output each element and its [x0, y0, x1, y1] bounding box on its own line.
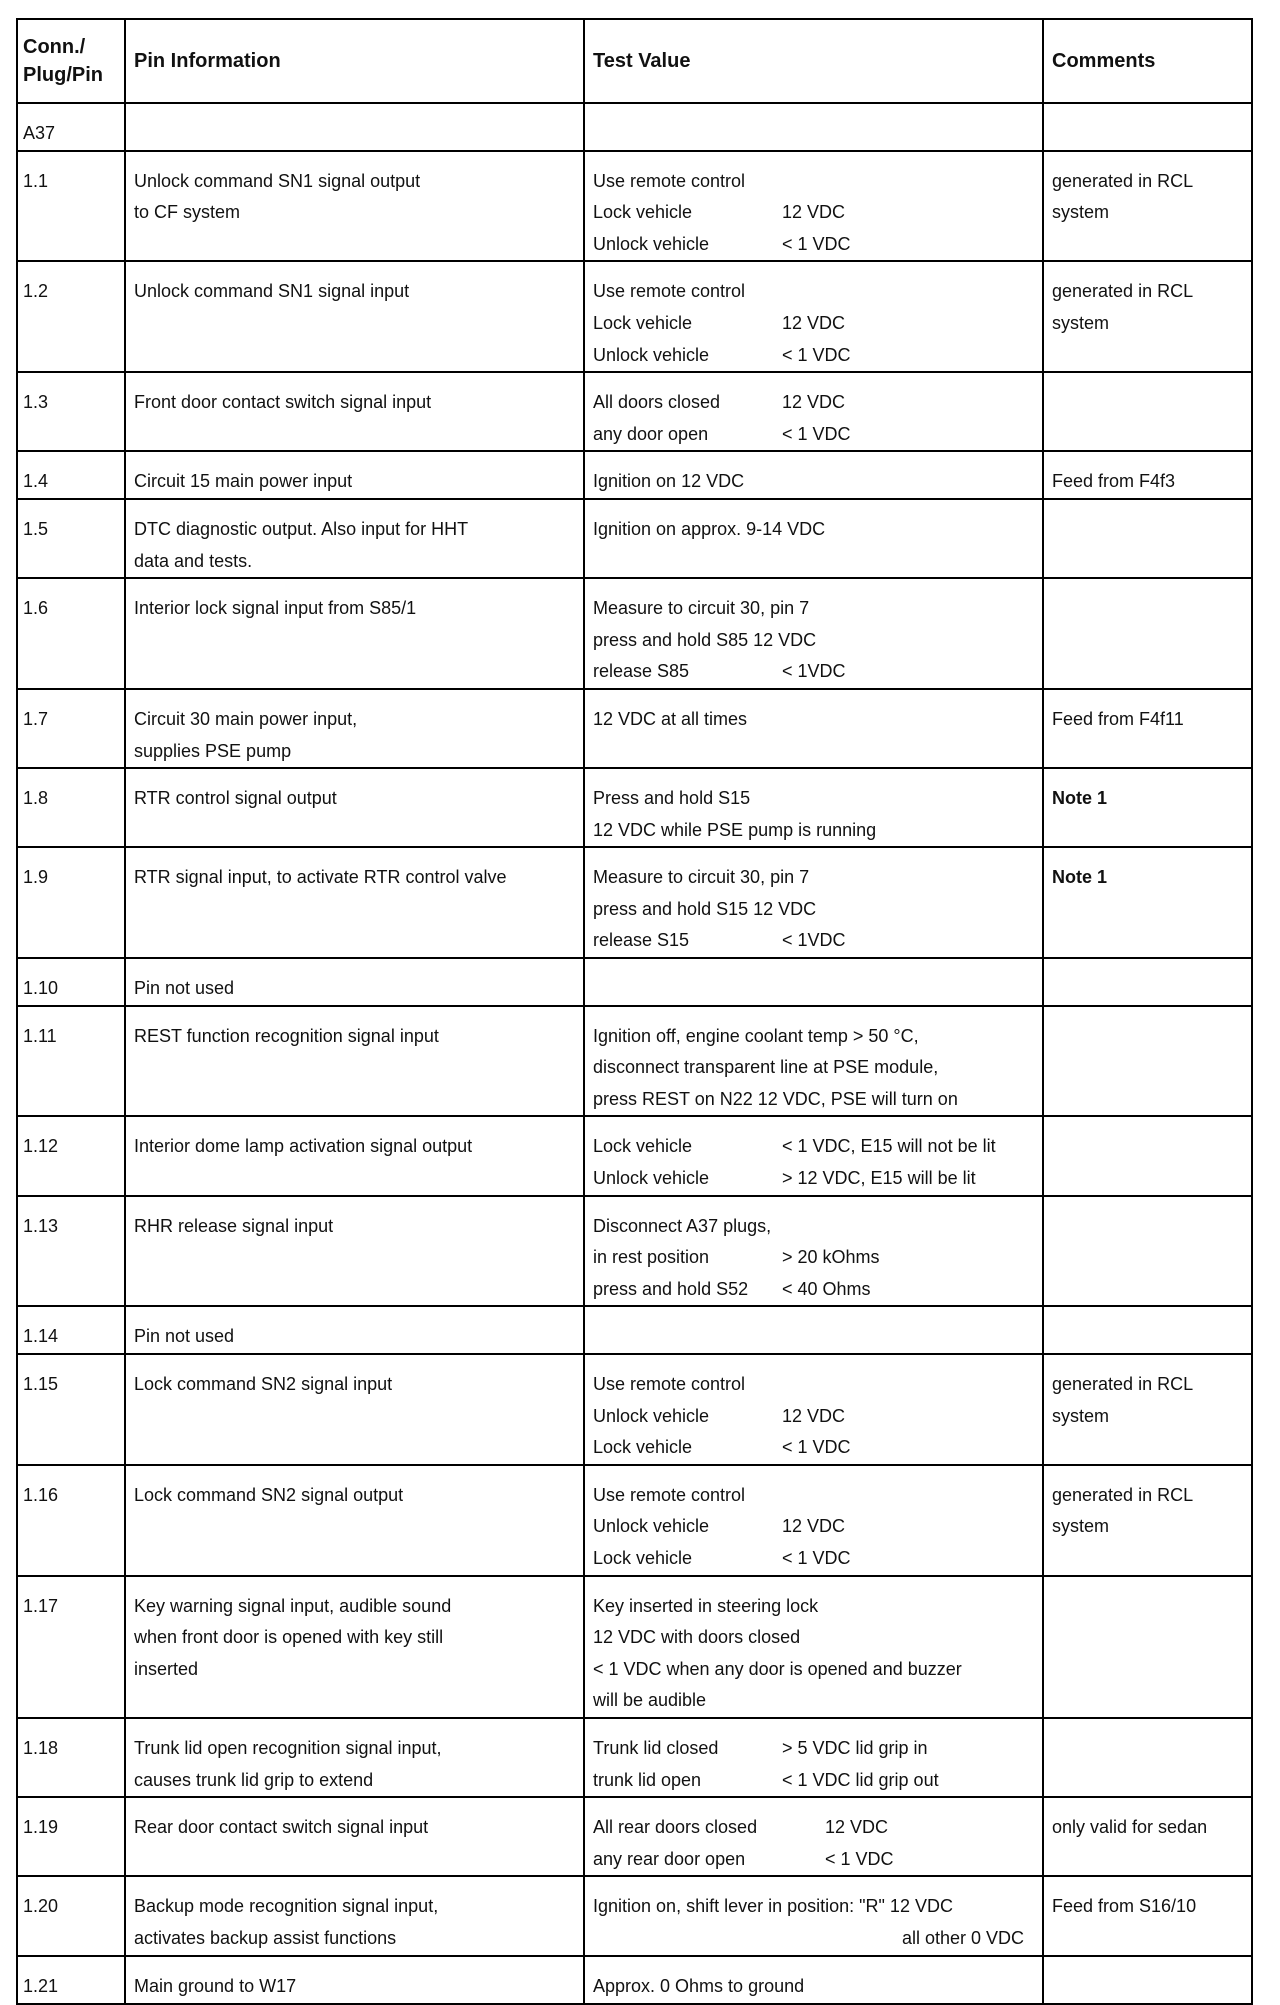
pin-cell: 1.17	[17, 1576, 125, 1718]
pin-information-cell	[125, 372, 584, 451]
test-value-line	[593, 625, 1034, 657]
pin-cell: 1.6	[17, 578, 125, 689]
pin-cell: 1.10	[17, 958, 125, 1006]
test-value-cell	[584, 578, 1043, 689]
pin-information-cell	[125, 1956, 584, 2004]
pin-info-line: Interior dome lamp activation signal output	[134, 1136, 473, 1157]
pin-info-line: data and tests.	[134, 550, 253, 571]
test-value-line	[593, 1844, 1034, 1876]
test-value-cell	[584, 1116, 1043, 1195]
test-condition: 12 VDC while PSE pump is running	[593, 819, 877, 840]
test-condition: release S15	[593, 930, 690, 951]
pin-cell: 1.21	[17, 1956, 125, 2004]
pin-info-line: REST function recognition signal input	[134, 1025, 439, 1046]
table-row	[17, 1956, 1252, 2004]
test-expected-value: 12 VDC	[782, 1516, 846, 1537]
pin-information-cell	[125, 1797, 584, 1876]
pin-information-cell	[125, 1718, 584, 1797]
test-condition: disconnect transparent line at PSE module,	[593, 1057, 939, 1078]
test-expected-value: < 1 VDC	[782, 1437, 851, 1458]
comments-cell	[1043, 499, 1252, 578]
table-row	[17, 958, 1252, 1006]
comment-line: Note 1	[1052, 867, 1108, 888]
table-row	[17, 372, 1252, 451]
test-value-line	[593, 1131, 1034, 1163]
pin-information-cell	[125, 1196, 584, 1307]
test-condition: < 1 VDC when any door is opened and buzzer	[593, 1658, 962, 1679]
test-value-line	[593, 308, 1034, 340]
pin-information-cell	[125, 103, 584, 151]
pin-cell: 1.1	[17, 151, 125, 262]
test-value-line	[593, 340, 1034, 372]
test-value-cell	[584, 1718, 1043, 1797]
test-condition: Approx. 0 Ohms to ground	[593, 1975, 805, 1996]
pin-cell: 1.19	[17, 1797, 125, 1876]
pin-information-cell	[125, 689, 584, 768]
comments-cell	[1043, 151, 1252, 262]
pin-info-line: Main ground to W17	[134, 1975, 297, 1996]
pin-information-cell	[125, 958, 584, 1006]
test-condition: Unlock vehicle	[593, 1405, 710, 1426]
test-condition: any door open	[593, 423, 709, 444]
pin-info-line: Unlock command SN1 signal input	[134, 281, 410, 302]
test-condition: Measure to circuit 30, pin 7	[593, 867, 810, 888]
test-value-line	[593, 704, 1034, 736]
test-value-line	[593, 1511, 1034, 1543]
comments-cell	[1043, 1006, 1252, 1117]
test-expected-value: 12 VDC	[782, 312, 846, 333]
test-expected-value: 12 VDC	[782, 202, 846, 223]
pin-info-line: Lock command SN2 signal output	[134, 1484, 404, 1505]
pin-info-line: Circuit 15 main power input	[134, 471, 353, 492]
test-condition: release S85	[593, 661, 690, 682]
test-condition: will be audible	[593, 1690, 707, 1711]
test-value-cell	[584, 1196, 1043, 1307]
test-condition: Ignition on, shift lever in position: "R" 12 VDC	[593, 1896, 953, 1917]
header-comments: Comments	[1043, 19, 1252, 103]
test-condition: Ignition on approx. 9-14 VDC	[593, 518, 826, 539]
test-value-line	[593, 1163, 1034, 1195]
comments-cell	[1043, 1797, 1252, 1876]
comments-cell	[1043, 1465, 1252, 1576]
test-condition: Use remote control	[593, 1484, 746, 1505]
pin-information-cell	[125, 1006, 584, 1117]
comment-line: Feed from S16/10	[1052, 1896, 1197, 1917]
pin-cell: 1.5	[17, 499, 125, 578]
test-expected-value: > 5 VDC lid grip in	[782, 1737, 928, 1758]
comments-cell	[1043, 261, 1252, 372]
test-value-line	[593, 1369, 1034, 1401]
test-value-line	[593, 1480, 1034, 1512]
comments-cell	[1043, 578, 1252, 689]
test-condition: 12 VDC at all times	[593, 708, 748, 729]
test-value-line	[593, 1812, 1034, 1844]
test-value-cell	[584, 103, 1043, 151]
test-expected-value: < 1 VDC	[782, 423, 851, 444]
pin-cell: 1.11	[17, 1006, 125, 1117]
pin-cell: 1.20	[17, 1876, 125, 1955]
pin-info-line: Rear door contact switch signal input	[134, 1817, 429, 1838]
table-row	[17, 689, 1252, 768]
pin-info-line: RHR release signal input	[134, 1215, 334, 1236]
pin-cell: 1.2	[17, 261, 125, 372]
test-condition: press and hold S15 12 VDC	[593, 898, 817, 919]
test-value-cell	[584, 1956, 1043, 2004]
pin-information-cell	[125, 1876, 584, 1955]
pin-cell: 1.16	[17, 1465, 125, 1576]
pin-information-cell	[125, 151, 584, 262]
test-value-cell	[584, 1006, 1043, 1117]
pin-cell: 1.9	[17, 847, 125, 958]
test-condition: 12 VDC with doors closed	[593, 1627, 801, 1648]
table-row	[17, 1876, 1252, 1955]
test-value-cell	[584, 1354, 1043, 1465]
comments-cell	[1043, 1354, 1252, 1465]
test-expected-value: < 40 Ohms	[782, 1278, 871, 1299]
test-value-line	[593, 1971, 1034, 2003]
header-conn-plug-pin: Conn./ Plug/Pin	[17, 19, 125, 103]
test-value-line	[593, 1211, 1034, 1243]
header-row	[17, 19, 1252, 103]
test-condition: Use remote control	[593, 281, 746, 302]
pin-information-cell	[125, 261, 584, 372]
comments-cell	[1043, 451, 1252, 499]
test-condition: press and hold S52	[593, 1278, 749, 1299]
test-value-cell	[584, 372, 1043, 451]
pin-cell: A37	[17, 103, 125, 151]
comments-cell	[1043, 1718, 1252, 1797]
test-condition: All doors closed	[593, 392, 721, 413]
test-expected-value: > 20 kOhms	[782, 1247, 880, 1268]
table-row	[17, 847, 1252, 958]
pin-table	[16, 18, 1253, 2005]
test-value-line	[593, 1733, 1034, 1765]
test-value-line	[593, 656, 1034, 688]
comment-line: only valid for sedan	[1052, 1817, 1208, 1838]
pin-information-cell	[125, 1465, 584, 1576]
test-value-line	[593, 1622, 1034, 1654]
comment-line: system	[1052, 1516, 1110, 1537]
comments-cell	[1043, 1196, 1252, 1307]
test-expected-value: > 12 VDC, E15 will be lit	[782, 1168, 976, 1189]
comments-cell	[1043, 372, 1252, 451]
test-value-line	[593, 387, 1034, 419]
table-row	[17, 1196, 1252, 1307]
test-condition: Unlock vehicle	[593, 1168, 710, 1189]
table-row	[17, 1006, 1252, 1117]
header-pin-information: Pin Information	[125, 19, 584, 103]
test-condition: All rear doors closed	[593, 1817, 758, 1838]
test-value-line	[593, 1591, 1034, 1623]
pin-cell: 1.3	[17, 372, 125, 451]
pin-info-line: Pin not used	[134, 1326, 235, 1347]
table-row	[17, 451, 1252, 499]
pin-info-line: Circuit 30 main power input,	[134, 708, 358, 729]
test-value-cell	[584, 958, 1043, 1006]
pin-info-line: Pin not used	[134, 978, 235, 999]
pin-information-cell	[125, 578, 584, 689]
comments-cell	[1043, 1306, 1252, 1354]
comments-cell	[1043, 1576, 1252, 1718]
pin-information-cell	[125, 847, 584, 958]
test-expected-value: < 1 VDC, E15 will not be lit	[782, 1136, 996, 1157]
comments-cell	[1043, 1116, 1252, 1195]
test-condition: Use remote control	[593, 170, 746, 191]
test-value-line	[593, 1923, 1034, 1955]
test-condition: Ignition on 12 VDC	[593, 471, 745, 492]
comment-line: generated in RCL	[1052, 281, 1194, 302]
test-condition: in rest position	[593, 1247, 710, 1268]
test-condition: all other 0 VDC	[901, 1927, 1024, 1948]
comment-line: Feed from F4f11	[1052, 708, 1184, 729]
comment-line: Feed from F4f3	[1052, 471, 1176, 492]
comments-cell	[1043, 1876, 1252, 1955]
test-expected-value: 12 VDC	[782, 1405, 846, 1426]
test-expected-value: < 1 VDC	[782, 344, 851, 365]
pin-info-line: to CF system	[134, 202, 241, 223]
test-value-line	[593, 1654, 1034, 1686]
test-value-cell	[584, 261, 1043, 372]
test-value-line	[593, 466, 1034, 498]
pin-information-cell	[125, 1576, 584, 1718]
test-condition: trunk lid open	[593, 1769, 702, 1790]
pin-cell: 1.15	[17, 1354, 125, 1465]
test-value-cell	[584, 1876, 1043, 1955]
pin-cell: 1.14	[17, 1306, 125, 1354]
test-value-line	[593, 925, 1034, 957]
comment-line: generated in RCL	[1052, 170, 1194, 191]
table-row	[17, 1116, 1252, 1195]
table-row	[17, 261, 1252, 372]
table-row	[17, 1354, 1252, 1465]
test-value-line	[593, 1685, 1034, 1717]
header-test-value: Test Value	[584, 19, 1043, 103]
table-row	[17, 1465, 1252, 1576]
pin-cell: 1.13	[17, 1196, 125, 1307]
table-row	[17, 578, 1252, 689]
table-row	[17, 768, 1252, 847]
test-value-cell	[584, 768, 1043, 847]
test-value-line	[593, 593, 1034, 625]
pin-information-cell	[125, 499, 584, 578]
pin-info-line: Trunk lid open recognition signal input,	[134, 1737, 442, 1758]
comment-line: generated in RCL	[1052, 1374, 1194, 1394]
test-value-cell	[584, 1797, 1043, 1876]
comment-line: system	[1052, 312, 1110, 333]
comment-line: system	[1052, 1405, 1110, 1426]
test-expected-value: < 1 VDC	[782, 1547, 851, 1568]
test-condition: Unlock vehicle	[593, 233, 710, 254]
pin-info-line: Backup mode recognition signal input,	[134, 1896, 439, 1917]
comment-line: Note 1	[1052, 788, 1108, 809]
pin-info-line: supplies PSE pump	[134, 740, 292, 761]
test-value-line	[593, 419, 1034, 451]
test-value-cell	[584, 499, 1043, 578]
pin-info-line: RTR control signal output	[134, 788, 337, 809]
test-expected-value: < 1 VDC	[825, 1848, 894, 1869]
pin-info-line: inserted	[134, 1658, 199, 1679]
test-value-line	[593, 166, 1034, 198]
test-value-cell	[584, 451, 1043, 499]
pin-cell: 1.4	[17, 451, 125, 499]
comments-cell	[1043, 103, 1252, 151]
test-value-line	[593, 1274, 1034, 1306]
test-condition: Key inserted in steering lock	[593, 1595, 819, 1616]
test-condition: Unlock vehicle	[593, 1516, 710, 1537]
table-row	[17, 499, 1252, 578]
test-value-cell	[584, 1576, 1043, 1718]
test-value-line	[593, 276, 1034, 308]
table-row	[17, 1306, 1252, 1354]
test-value-line	[593, 894, 1034, 926]
comments-cell	[1043, 768, 1252, 847]
test-condition: Measure to circuit 30, pin 7	[593, 598, 810, 619]
test-value-line	[593, 1543, 1034, 1575]
pin-information-cell	[125, 1354, 584, 1465]
comments-cell	[1043, 958, 1252, 1006]
test-condition: Lock vehicle	[593, 1437, 693, 1458]
comments-cell	[1043, 847, 1252, 958]
test-condition: press REST on N22 12 VDC, PSE will turn on	[593, 1088, 958, 1109]
table-row	[17, 1576, 1252, 1718]
pin-information-cell	[125, 1116, 584, 1195]
test-value-line	[593, 1242, 1034, 1274]
comments-cell	[1043, 1956, 1252, 2004]
test-value-cell	[584, 1306, 1043, 1354]
test-value-cell	[584, 151, 1043, 262]
pin-info-line: RTR signal input, to activate RTR control valve	[134, 867, 507, 888]
pin-info-line: DTC diagnostic output. Also input for HHT	[134, 518, 469, 539]
test-value-line	[593, 1021, 1034, 1053]
test-value-line	[593, 815, 1034, 847]
pin-information-cell	[125, 768, 584, 847]
table-row	[17, 1718, 1252, 1797]
table-row	[17, 1797, 1252, 1876]
pin-info-line: causes trunk lid grip to extend	[134, 1769, 374, 1790]
pin-info-line: Interior lock signal input from S85/1	[134, 598, 417, 619]
test-value-cell	[584, 689, 1043, 768]
test-condition: Lock vehicle	[593, 202, 693, 223]
test-value-line	[593, 1765, 1034, 1797]
comment-line: generated in RCL	[1052, 1484, 1194, 1505]
comments-cell	[1043, 689, 1252, 768]
test-expected-value: < 1 VDC lid grip out	[782, 1769, 939, 1790]
test-value-line	[593, 1084, 1034, 1116]
test-value-line	[593, 1891, 1034, 1923]
test-condition: any rear door open	[593, 1848, 746, 1869]
test-value-line	[593, 514, 1034, 546]
test-value-line	[593, 229, 1034, 261]
table-row	[17, 151, 1252, 262]
test-condition: Disconnect A37 plugs,	[593, 1215, 772, 1236]
pin-information-cell	[125, 451, 584, 499]
test-value-line	[593, 197, 1034, 229]
pin-info-line: Unlock command SN1 signal output	[134, 170, 421, 191]
test-condition: Ignition off, engine coolant temp > 50 °C,	[593, 1025, 919, 1046]
test-expected-value: 12 VDC	[782, 392, 846, 413]
comment-line: system	[1052, 202, 1110, 223]
test-value-cell	[584, 1465, 1043, 1576]
test-value-line	[593, 783, 1034, 815]
test-value-line	[593, 1432, 1034, 1464]
test-expected-value: < 1VDC	[782, 930, 846, 951]
test-condition: Trunk lid closed	[593, 1737, 719, 1758]
test-expected-value: 12 VDC	[825, 1817, 889, 1838]
pin-info-line: Key warning signal input, audible sound	[134, 1595, 452, 1616]
pin-cell: 1.12	[17, 1116, 125, 1195]
test-expected-value: < 1VDC	[782, 661, 846, 682]
table-row	[17, 103, 1252, 151]
test-condition: Use remote control	[593, 1374, 746, 1394]
pin-info-line: Lock command SN2 signal input	[134, 1374, 393, 1394]
test-condition: Lock vehicle	[593, 312, 693, 333]
pin-cell: 1.7	[17, 689, 125, 768]
test-value-line	[593, 862, 1034, 894]
test-condition: Lock vehicle	[593, 1547, 693, 1568]
pin-cell: 1.8	[17, 768, 125, 847]
test-condition: Unlock vehicle	[593, 344, 710, 365]
pin-info-line: Front door contact switch signal input	[134, 392, 432, 413]
pin-information-cell	[125, 1306, 584, 1354]
pin-cell: 1.18	[17, 1718, 125, 1797]
test-condition: Lock vehicle	[593, 1136, 693, 1157]
test-value-cell	[584, 847, 1043, 958]
pin-info-line: activates backup assist functions	[134, 1927, 397, 1948]
test-value-line	[593, 1052, 1034, 1084]
test-condition: Press and hold S15	[593, 788, 751, 809]
pin-info-line: when front door is opened with key still	[134, 1627, 444, 1648]
test-condition: press and hold S85 12 VDC	[593, 629, 817, 650]
test-value-line	[593, 1401, 1034, 1433]
test-expected-value: < 1 VDC	[782, 233, 851, 254]
